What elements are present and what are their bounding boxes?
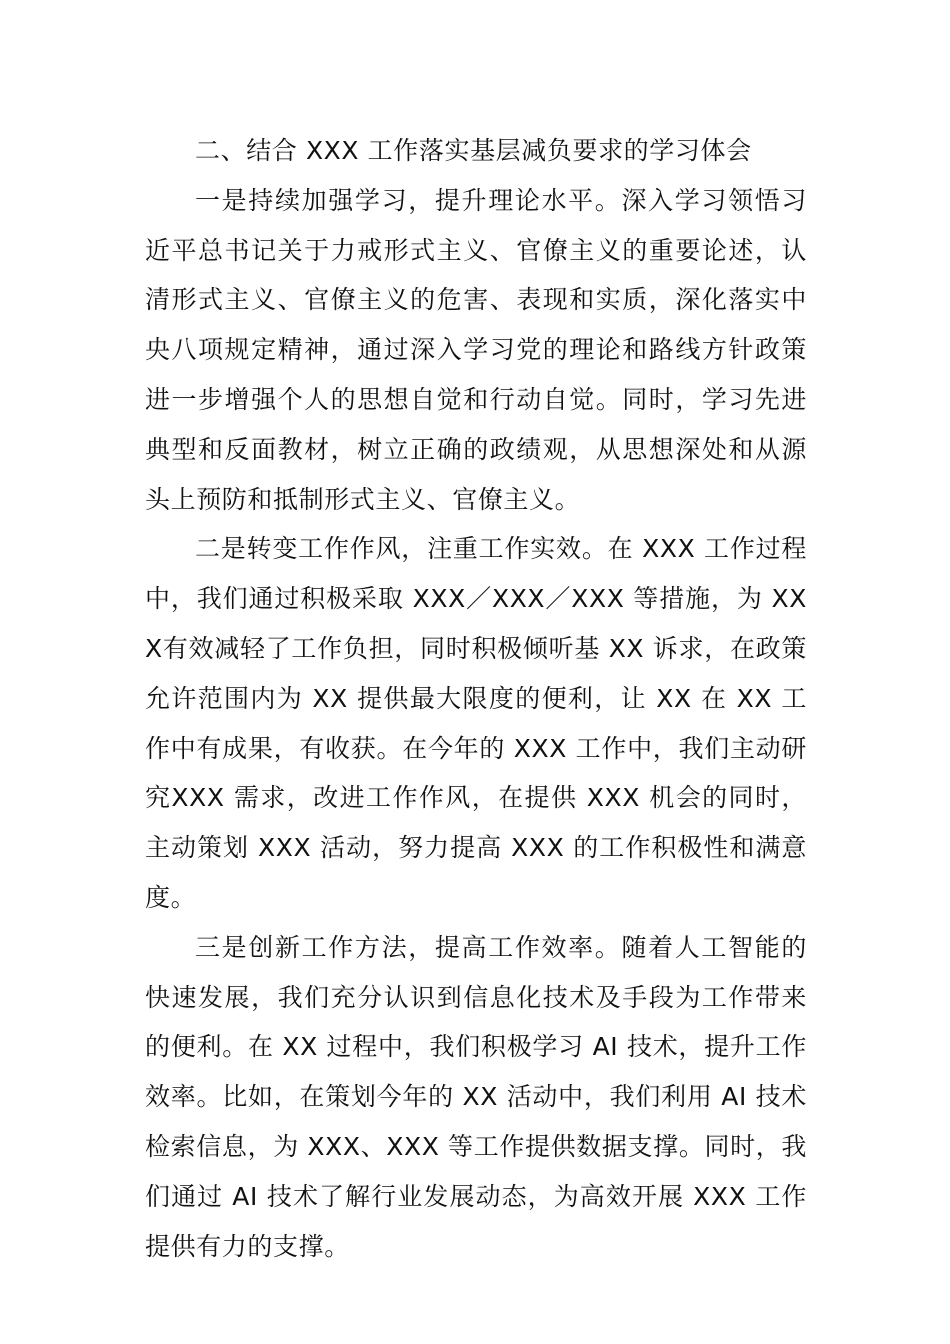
paragraph-study: 一是持续加强学习，提升理论水平。深入学习领悟习近平总书记关于力戒形式主义、官僚主义的重要论述，认清形式主义、官僚主义的危害、表现和实质，深化落实中央八项规定精神，通过深入学习党的理论和路线方针政策进一步增强个人的思想自觉和行动自觉。同时，学习先进典型和反面教材，树立正确的政绩观，从思想深处和从源头上预防和抵制形式主义、官僚主义。 xyxy=(145,185,807,514)
paragraph-work-style: 二是转变工作作风，注重工作实效。在 XXX 工作过程中，我们通过积极采取 XXX／XXX／XXX 等措施，为 XXX有效减轻了工作负担，同时积极倾听基 XX 诉求，在政策允许范围内为 XX 提供最大限度的便利，让 XX 在 XX 工作中有成果，有收获。在今年的 XXX 工作中，我们主动研究XXX 需求，改进工作作风，在提供 XXX 机会的同时，主动策划 XXX 活动，努力提高 XXX 的工作积极性和满意度。 xyxy=(145,534,807,912)
section-heading: 二、结合 XXX 工作落实基层减负要求的学习体会 xyxy=(195,136,752,165)
document-body xyxy=(145,126,807,1271)
paragraph-innovation: 三是创新工作方法，提高工作效率。随着人工智能的快速发展，我们充分认识到信息化技术及手段为工作带来的便利。在 XX 过程中，我们积极学习 AI 技术，提升工作效率。比如，在策划今年的 XX 活动中，我们利用 AI 技术检索信息，为 XXX、XXX 等工作提供数据支撑。同时，我们通过 AI 技术了解行业发展动态，为高效开展 XXX 工作提供有力的支撑。 xyxy=(145,932,807,1261)
